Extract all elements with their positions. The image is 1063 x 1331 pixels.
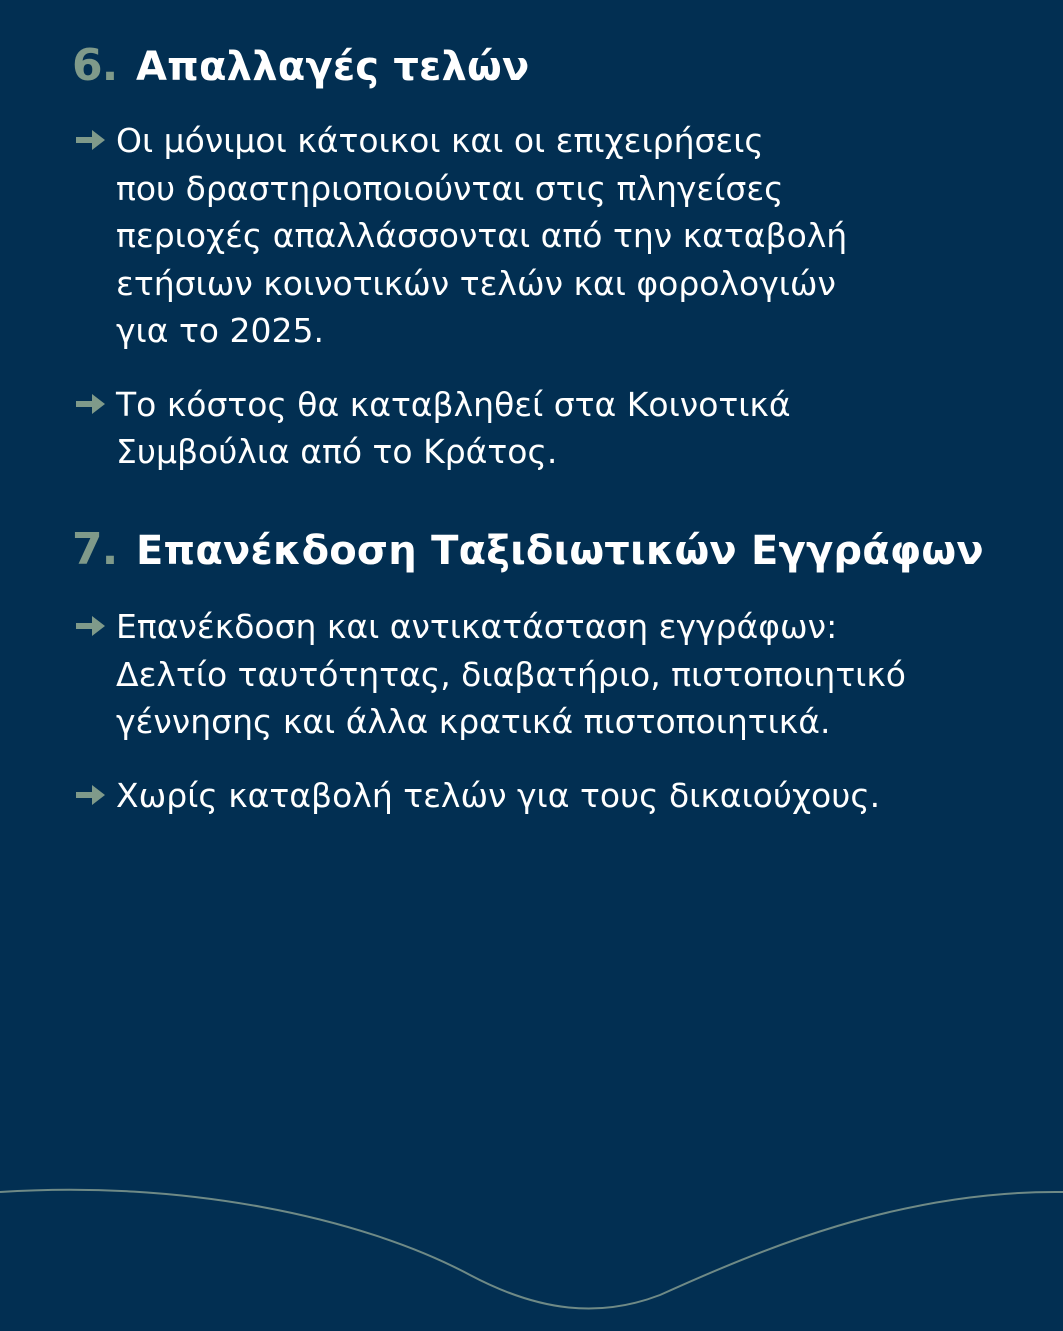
section-title: Απαλλαγές τελών [136,44,530,90]
section-title: Επανέκδοση Ταξιδιωτικών Εγγράφων [136,528,984,574]
section-number: 7. [72,524,118,575]
arrow-right-icon [74,782,108,808]
decorative-wave-line [0,1180,1063,1331]
bullet-text: Οι μόνιμοι κάτοικοι και οι επιχειρήσεις που δραστηριοποιούνται στις πληγείσες περιοχές απαλλάσσονται από την καταβολή ετήσιων κοινοτικών τελών και φορολογιών για το 2025. [116,121,848,350]
bullet-item [72,603,1032,746]
arrow-right-icon [74,391,108,417]
section-number: 6. [72,40,118,91]
bullet-item [72,381,1032,476]
section-travel-documents [72,524,1032,819]
section-heading [72,524,1032,582]
bullet-text: Το κόστος θα καταβληθεί στα Κοινοτικά Συμβούλια από το Κράτος. [116,384,791,471]
arrow-right-icon [74,613,108,639]
bullet-item [72,117,1032,355]
bullet-item [72,772,1032,820]
bullet-text: Επανέκδοση και αντικατάσταση εγγράφων: Δελτίο ταυτότητας, διαβατήριο, πιστοποιητικό γέννησης και άλλα κρατικά πιστοποιητικά. [116,607,906,741]
arrow-right-icon [74,127,108,153]
section-fee-exemptions [72,40,1032,476]
bullet-text: Χωρίς καταβολή τελών για τους δικαιούχους. [116,775,881,815]
section-heading [72,40,1032,98]
